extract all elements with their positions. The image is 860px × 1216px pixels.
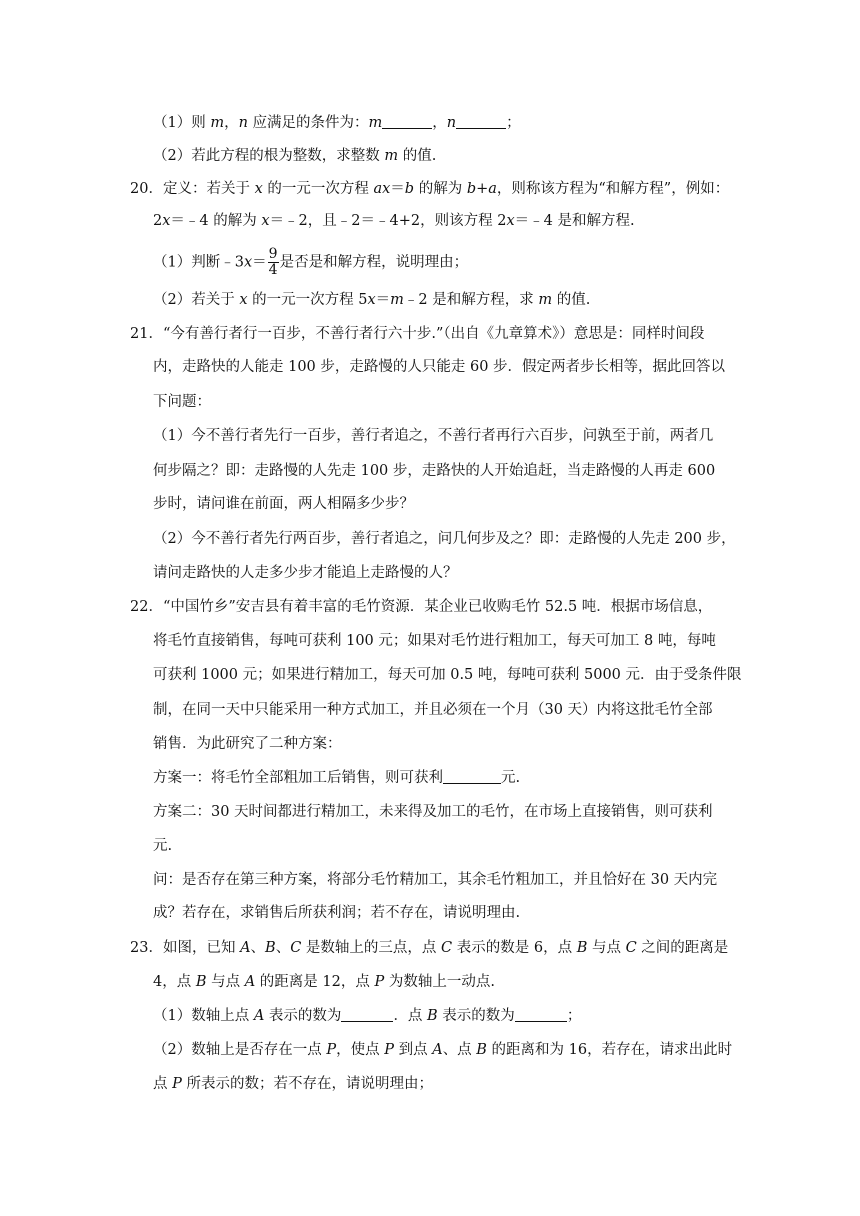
text: 20．定义：若关于 xyxy=(130,181,255,197)
var-m: m xyxy=(368,115,383,131)
p23-q2-line1 xyxy=(153,1040,732,1060)
p22-line2: 将毛竹直接销售，每吨可获利 100 元；如果对毛竹进行粗加工，每天可加工 8 吨，每吨 xyxy=(153,633,716,649)
text: （2）若关于 xyxy=(153,292,240,308)
text: （2）若此方程的根为整数，求整数 xyxy=(153,148,385,164)
answer-blank[interactable] xyxy=(456,114,506,129)
text: 2 xyxy=(153,213,163,229)
var-x: x xyxy=(261,213,270,229)
text: ； xyxy=(506,115,521,131)
var-x: x xyxy=(239,292,248,308)
text: 23．如图，已知 xyxy=(130,940,241,956)
text: 的值. xyxy=(398,148,437,164)
text: 为数轴上一动点. xyxy=(384,974,495,990)
text: ＝ xyxy=(252,254,267,271)
p21-q2-line1: （2）今不善行者先行两百步，善行者追之，问几何步及之？即：走路慢的人先走 200 步， xyxy=(153,531,736,547)
answer-blank[interactable] xyxy=(515,1007,567,1022)
p21-line2: 内，走路快的人能走 100 步，走路慢的人只能走 60 步．假定两者步长相等，据此回答以 xyxy=(153,359,726,375)
text: 的距离和为 16，若存在，请求出此时 xyxy=(486,1042,733,1058)
text: 表示的数是 6，点 xyxy=(452,940,577,956)
text: ﹣2 是和解方程，求 xyxy=(403,292,539,308)
p22-question-line2: 成？若存在，求销售后所获利润；若不存在，请说明理由. xyxy=(153,905,521,921)
fraction-numerator: 9 xyxy=(268,246,278,262)
text: （1）判断﹣3 xyxy=(153,254,244,271)
p23-line2 xyxy=(153,972,495,992)
p20-q1 xyxy=(153,248,468,277)
text: 所表示的数；若不存在，请说明理由； xyxy=(181,1076,433,1092)
p22-line5: 销售．为此研究了二种方案： xyxy=(153,736,342,752)
text: ＝﹣4 是和解方程. xyxy=(514,213,635,229)
text: 元. xyxy=(501,770,521,786)
text: 是否是和解方程，说明理由； xyxy=(279,254,469,271)
p20-line2 xyxy=(153,211,635,231)
p22-plan1 xyxy=(153,768,520,788)
text: 应满足的条件为： xyxy=(247,115,369,131)
var-A: A xyxy=(432,1042,443,1058)
var-x: x xyxy=(162,213,171,229)
text: 表示的数为 xyxy=(437,1008,515,1024)
var-P: P xyxy=(384,1042,394,1058)
p19-q1 xyxy=(153,113,521,133)
text: ．点 xyxy=(393,1008,428,1024)
p23-q1 xyxy=(153,1006,581,1026)
p22-line4: 制，在同一天中只能采用一种方式加工，并且必须在一个月（30 天）内将这批毛竹全部 xyxy=(153,702,713,718)
text: （1）数轴上点 xyxy=(153,1008,254,1024)
answer-blank[interactable] xyxy=(341,1007,393,1022)
var-B: B xyxy=(195,974,207,990)
var-ax: ax xyxy=(373,181,391,197)
text: 4，点 xyxy=(153,974,196,990)
p21-q2-line2: 请问走路快的人走多少步才能追上走路慢的人？ xyxy=(153,565,458,581)
var-B: B xyxy=(576,940,588,956)
text: 方案一：将毛竹全部粗加工后销售，则可获利 xyxy=(153,770,443,786)
p23-q2-line2 xyxy=(153,1074,433,1094)
p22-plan2-line2: 元. xyxy=(153,838,173,854)
var-A: A xyxy=(244,974,256,990)
text: ， xyxy=(432,115,447,131)
p20-line1 xyxy=(130,179,729,199)
text: 、点 xyxy=(442,1042,477,1058)
var-P: P xyxy=(374,974,385,990)
text: 的解为 xyxy=(414,181,467,197)
var-m: m xyxy=(390,292,404,308)
var-b-plus-a: b+a xyxy=(466,181,497,197)
text: 的距离是 12，点 xyxy=(255,974,375,990)
text: ＝ xyxy=(375,292,391,308)
text: ＝﹣4 的解为 xyxy=(170,213,262,229)
p21-q1-line2: 何步隔之？即：走路慢的人先走 100 步，走路快的人开始追赶，当走路慢的人再走 600 xyxy=(153,463,716,479)
var-m: m xyxy=(210,115,225,131)
answer-blank[interactable] xyxy=(443,769,501,784)
text: 的值. xyxy=(552,292,591,308)
text: ， xyxy=(224,115,239,131)
p20-q2 xyxy=(153,290,590,310)
var-C: C xyxy=(441,940,453,956)
text: 、 xyxy=(275,940,291,956)
text: 点 xyxy=(153,1076,173,1092)
var-n: n xyxy=(446,115,457,131)
text: ，使点 xyxy=(336,1042,385,1058)
text: 之间的距离是 xyxy=(636,940,729,956)
var-A: A xyxy=(240,940,251,956)
var-x: x xyxy=(506,213,515,229)
var-B: B xyxy=(476,1042,487,1058)
text: 与点 xyxy=(206,974,245,990)
var-b: b xyxy=(404,181,415,197)
text: 是数轴上的三点，点 xyxy=(301,940,442,956)
p22-plan2-line1: 方案二：30 天时间都进行精加工，未来得及加工的毛竹，在市场上直接销售，则可获利 xyxy=(153,804,713,820)
p22-line1: 22．“中国竹乡”安吉县有着丰富的毛竹资源．某企业已收购毛竹 52.5 吨．根据市场信息， xyxy=(130,599,713,615)
var-B: B xyxy=(427,1008,438,1024)
text: ＝﹣2，且﹣2＝﹣4+2，则该方程 2 xyxy=(269,213,507,229)
text: ； xyxy=(566,1008,582,1024)
p21-line3: 下问题： xyxy=(153,394,211,410)
var-m: m xyxy=(384,148,399,164)
p22-line3: 可获利 1000 元；如果进行精加工，每天可加 0.5 吨，每吨可获利 5000 元．由于受条件限 xyxy=(153,667,742,683)
text: 的一元一次方程 xyxy=(262,181,374,197)
var-A: A xyxy=(253,1008,265,1024)
p23-line1 xyxy=(130,938,728,958)
text: （1）则 xyxy=(153,115,211,131)
var-C: C xyxy=(625,940,637,956)
text: 表示的数为 xyxy=(264,1008,342,1024)
text: 到点 xyxy=(393,1042,433,1058)
var-m: m xyxy=(538,292,553,308)
answer-blank[interactable] xyxy=(382,114,432,129)
var-x: x xyxy=(367,292,376,308)
var-P: P xyxy=(326,1042,337,1058)
var-x: x xyxy=(254,181,263,197)
fraction xyxy=(268,248,279,277)
var-n: n xyxy=(238,115,248,131)
text: （2）数轴上是否存在一点 xyxy=(153,1042,327,1058)
var-x: x xyxy=(243,254,253,271)
text: ＝ xyxy=(390,181,405,197)
p21-q1-line3: 步时，请问谁在前面，两人相隔多少步？ xyxy=(153,496,414,512)
p19-q2 xyxy=(153,146,436,166)
text: 的一元一次方程 5 xyxy=(247,292,368,308)
p22-question-line1: 问：是否存在第三种方案，将部分毛竹精加工，其余毛竹粗加工，并且恰好在 30 天内完 xyxy=(153,872,718,888)
text: ，则称该方程为“和解方程”，例如： xyxy=(496,181,730,197)
var-B: B xyxy=(265,940,276,956)
var-P: P xyxy=(172,1076,182,1092)
p21-line1: 21．“今有善行者行一百步，不善行者行六十步.”（出自《九章算术》）意思是：同样时间段 xyxy=(130,326,705,342)
fraction-denominator: 4 xyxy=(268,262,278,278)
text: 与点 xyxy=(587,940,626,956)
p21-q1-line1: （1）今不善行者先行一百步，善行者追之，不善行者再行六百步，问孰至于前，两者几 xyxy=(153,428,714,444)
text: 、 xyxy=(250,940,266,956)
var-C: C xyxy=(290,940,302,956)
